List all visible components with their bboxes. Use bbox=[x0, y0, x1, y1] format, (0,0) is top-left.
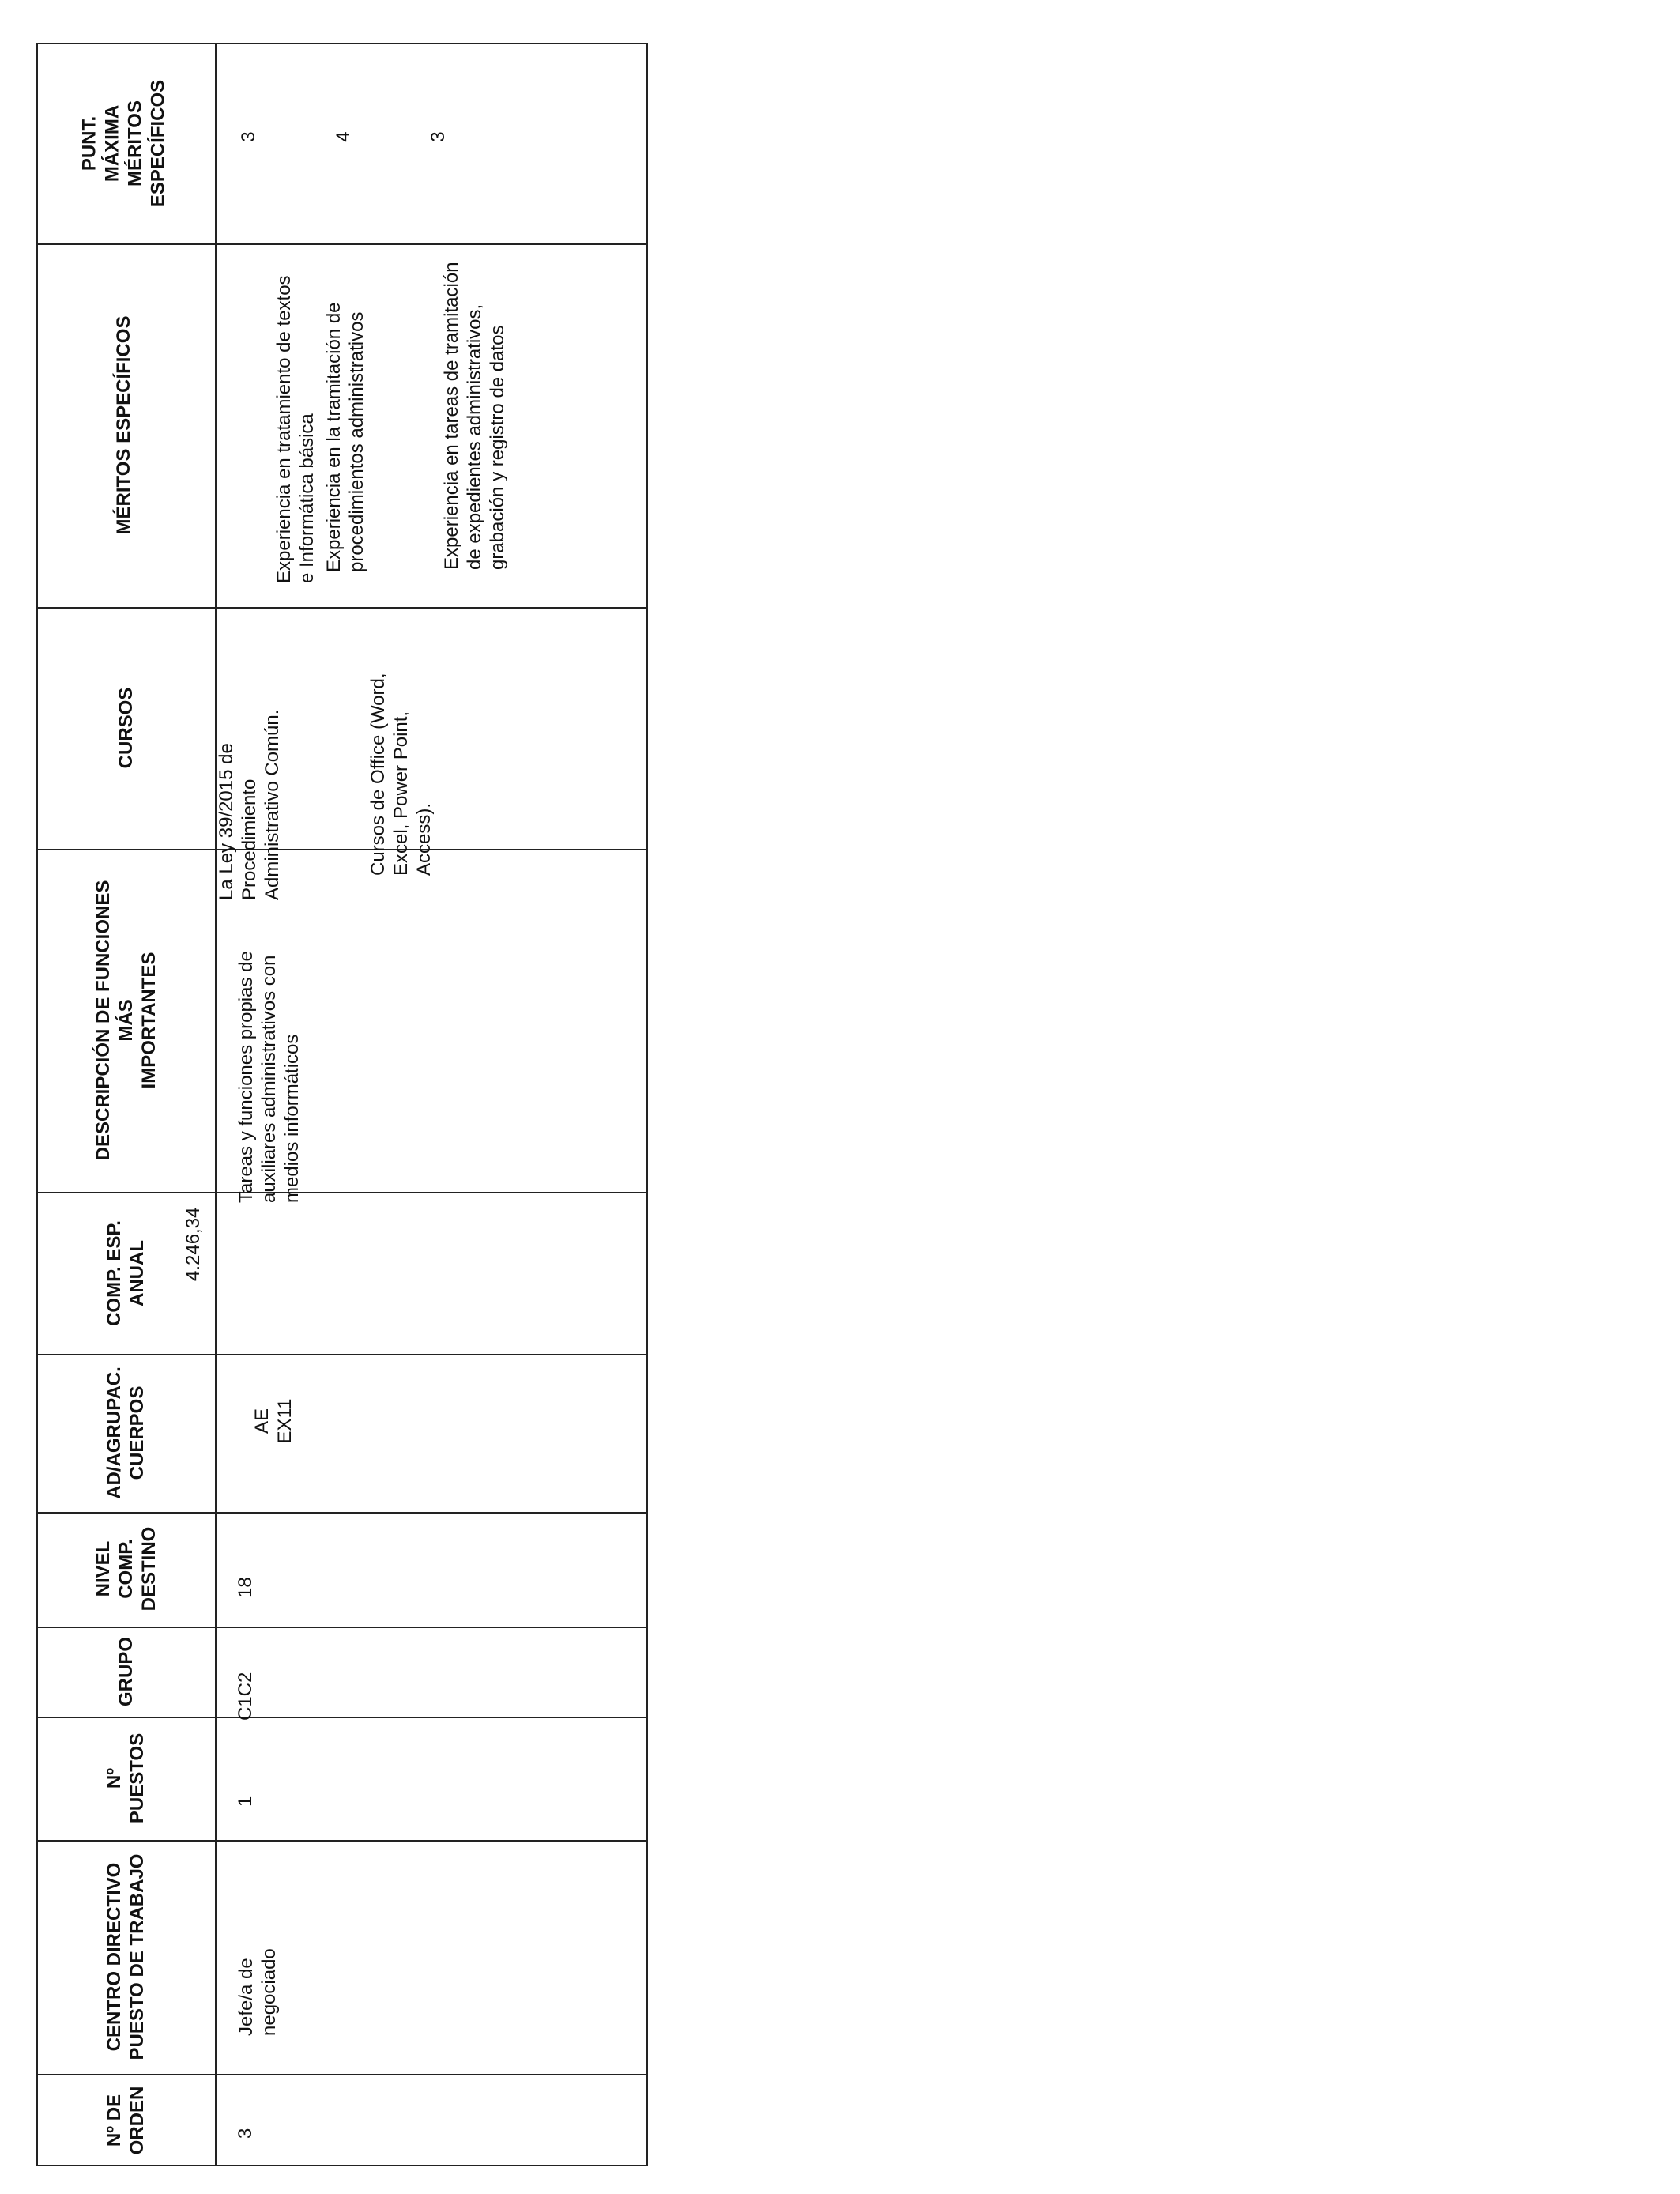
header-meritos-especificos: MÉRITOS ESPECÍFICOS bbox=[112, 315, 134, 535]
curso-item: Cursos de Office (Word, Excel, Power Point, Access). bbox=[367, 673, 435, 876]
header-centro-directivo: CENTRO DIRECTIVO PUESTO DE TRABAJO bbox=[104, 1853, 148, 2060]
merito-especifico: Experiencia en la tramitación de procedimientos administrativos bbox=[323, 302, 367, 572]
centro-directivo-value: Jefe/a de negociado bbox=[235, 1948, 280, 2036]
header-numero-orden: Nº DE ORDEN bbox=[104, 2086, 148, 2155]
header-ad-agrupac-cuerpos: AD/AGRUPAC. CUERPOS bbox=[104, 1367, 148, 1499]
merito-especifico: Experiencia en tareas de tramitación de expedientes administrativos, grabación y registro de datos bbox=[441, 262, 508, 570]
puntuacion-value: 3 bbox=[237, 131, 259, 142]
numero-orden-value: 3 bbox=[235, 2128, 256, 2139]
numero-puestos-value: 1 bbox=[235, 1796, 256, 1807]
column-divider bbox=[36, 849, 648, 850]
header-numero-puestos: Nº PUESTOS bbox=[104, 1732, 148, 1824]
header-descripcion-funciones: DESCRIPCIÓN DE FUNCIONES MÁS IMPORTANTES bbox=[92, 880, 160, 1161]
header-comp-esp-anual: COMP. ESP. ANUAL bbox=[104, 1220, 148, 1326]
header-nivel-comp-destino: NIVEL COMP. DESTINO bbox=[92, 1526, 160, 1612]
merito-especifico: Experiencia en tratamiento de textos e Informática básica bbox=[273, 275, 318, 583]
puntuacion-value: 3 bbox=[427, 131, 449, 142]
puntuacion-value: 4 bbox=[332, 131, 354, 142]
ad-agrupac-cuerpos-value: AE EX11 bbox=[251, 1398, 296, 1444]
curso-item: La Ley 39/2015 de Procedimiento Administrativo Común. bbox=[216, 709, 283, 900]
comp-esp-anual-value: 4.246,34 bbox=[183, 1207, 204, 1281]
column-divider bbox=[36, 1192, 648, 1193]
header-puntuacion-maxima: PUNT. MÁXIMA MÉRITOS ESPECÍFICOS bbox=[78, 79, 168, 208]
grupo-value: C1C2 bbox=[235, 1672, 256, 1721]
header-body-divider bbox=[215, 43, 217, 2166]
descripcion-funciones: Tareas y funciones propias de auxiliares administrativos con medios informáticos bbox=[235, 951, 303, 1203]
nivel-comp-destino-value: 18 bbox=[235, 1577, 256, 1598]
column-divider bbox=[36, 607, 648, 609]
header-grupo: GRUPO bbox=[115, 1637, 137, 1707]
header-cursos: CURSOS bbox=[115, 687, 137, 769]
